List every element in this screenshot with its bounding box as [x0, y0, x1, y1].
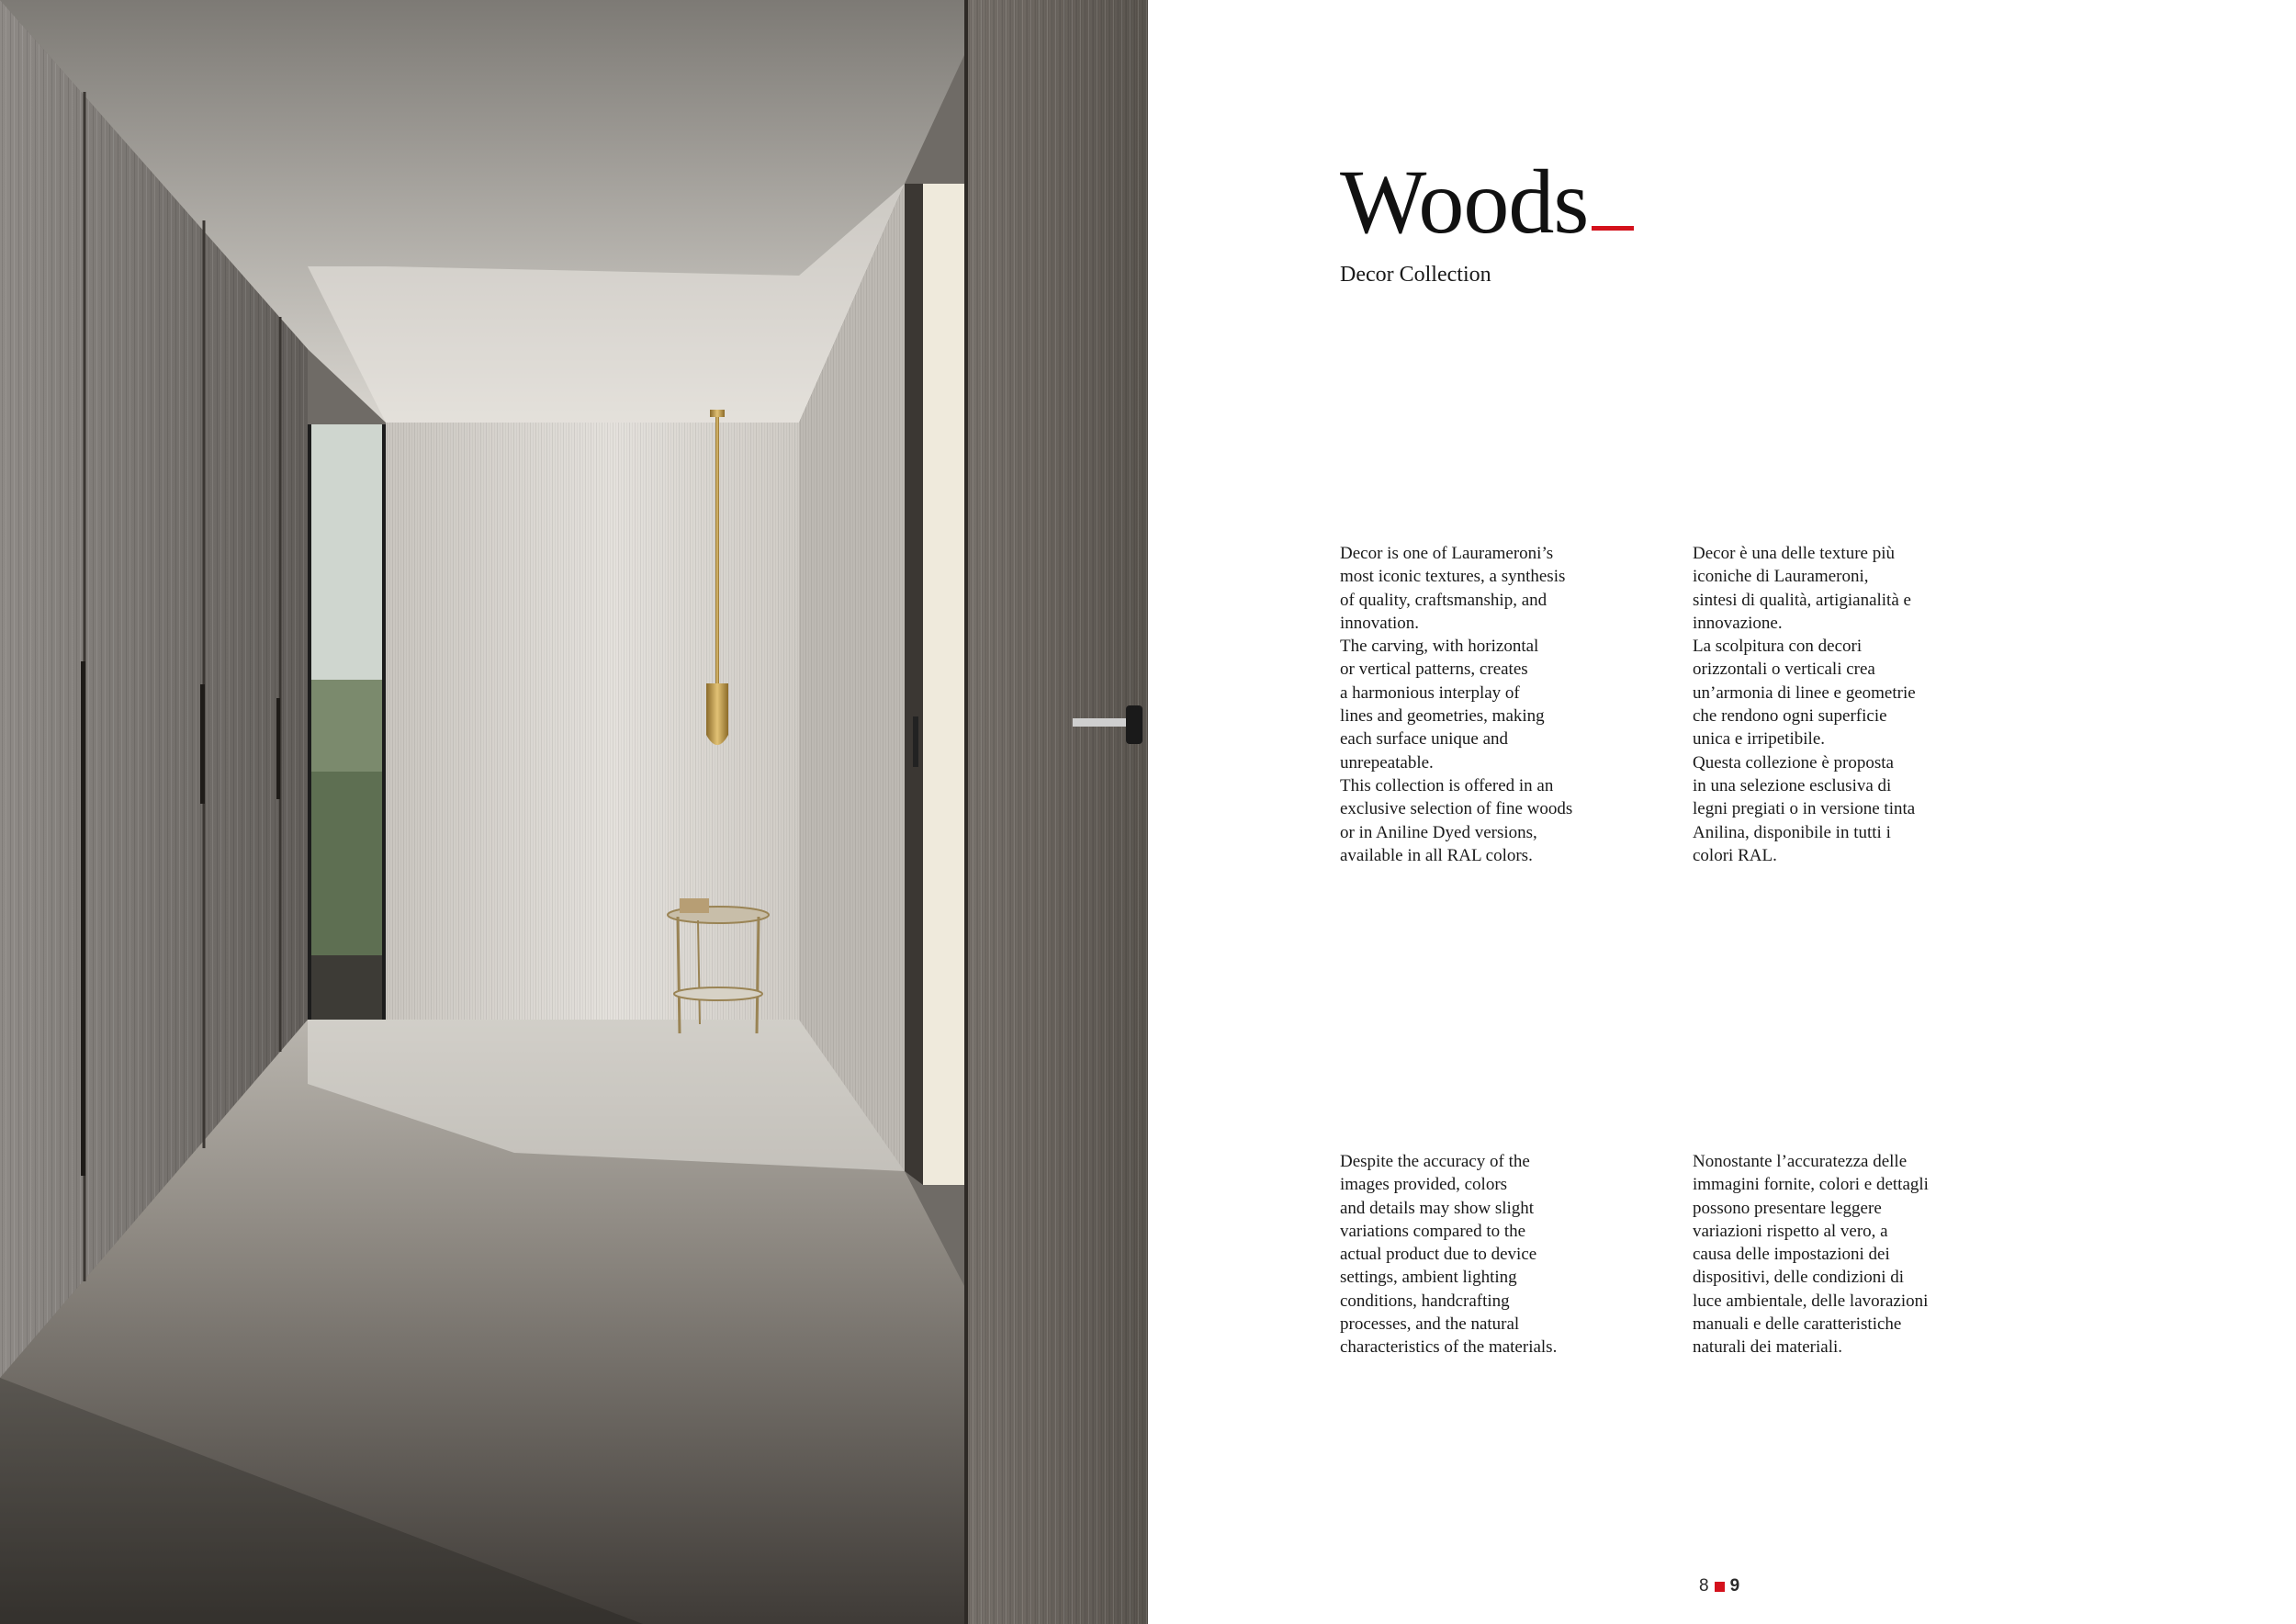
text-line: unica e irripetibile.	[1693, 729, 1826, 750]
text-line: most iconic textures, a synthesis	[1340, 567, 1566, 587]
text-line: a harmonious interplay of	[1340, 682, 1520, 703]
text-line: immagini fornite, colori e dettagli	[1693, 1175, 1929, 1195]
paragraph-it-main	[1693, 542, 1996, 867]
text-line: orizzontali o verticali crea	[1693, 660, 1875, 680]
text-line: La scolpitura con decori	[1693, 637, 1863, 657]
title-accent-underscore	[1592, 226, 1634, 231]
text-line: or in Aniline Dyed versions,	[1340, 822, 1537, 842]
text-line: variations compared to the	[1340, 1221, 1526, 1241]
text-page	[1148, 0, 2296, 1624]
text-line: possono presentare leggere	[1693, 1198, 1882, 1218]
text-line: innovazione.	[1693, 613, 1783, 633]
page-number-right: 9	[1729, 1576, 1740, 1596]
text-line: variazioni rispetto al vero, a	[1693, 1221, 1888, 1241]
text-line: conditions, handcrafting	[1340, 1291, 1510, 1311]
text-line: lines and geometries, making	[1340, 706, 1545, 727]
text-line: The carving, with horizontal	[1340, 637, 1539, 657]
text-line: each surface unique and	[1340, 729, 1509, 750]
text-line: images provided, colors	[1340, 1175, 1508, 1195]
text-line: unrepeatable.	[1340, 752, 1434, 773]
text-line: luce ambientale, delle lavorazioni	[1693, 1291, 1929, 1311]
text-line: or vertical patterns, creates	[1340, 660, 1528, 680]
text-line: Nonostante l’accuratezza delle	[1693, 1152, 1908, 1171]
text-line: legni pregiati o in versione tinta	[1693, 799, 1916, 819]
text-line: Decor is one of Laurameroni’s	[1340, 544, 1554, 563]
text-line: causa delle impostazioni dei	[1693, 1245, 1890, 1265]
paragraph-en-main	[1340, 542, 1643, 867]
paragraph-en-note	[1340, 1150, 1643, 1359]
text-line: settings, ambient lighting	[1340, 1268, 1517, 1288]
text-line: colori RAL.	[1693, 845, 1777, 865]
text-line: available in all RAL colors.	[1340, 845, 1533, 865]
text-line: iconiche di Laurameroni,	[1693, 567, 1869, 587]
text-line: Despite the accuracy of the	[1340, 1152, 1530, 1171]
page-title	[1340, 147, 1634, 257]
title-text: Woods	[1340, 151, 1589, 253]
text-line: Anilina, disponibile in tutti i	[1693, 822, 1891, 842]
text-line: processes, and the natural	[1340, 1314, 1520, 1335]
page-numbers	[1699, 1575, 1739, 1597]
text-line: This collection is offered in an	[1340, 775, 1554, 795]
text-line: characteristics of the materials.	[1340, 1337, 1558, 1358]
text-line: sintesi di qualità, artigianalità e	[1693, 590, 1911, 610]
text-line: exclusive selection of fine woods	[1340, 799, 1573, 819]
text-line: in una selezione esclusiva di	[1693, 775, 1892, 795]
paragraph-it-note	[1693, 1150, 1996, 1359]
text-line: and details may show slight	[1340, 1198, 1535, 1218]
page-subtitle: Decor Collection	[1340, 263, 1491, 287]
text-line: actual product due to device	[1340, 1245, 1537, 1265]
text-line: che rendono ogni superficie	[1693, 706, 1887, 727]
text-line: Decor è una delle texture più	[1693, 544, 1895, 563]
page-number-left: 8	[1699, 1576, 1709, 1596]
text-line: innovation.	[1340, 613, 1420, 633]
text-line: of quality, craftsmanship, and	[1340, 590, 1548, 610]
text-line: manuali e delle caratteristiche	[1693, 1314, 1902, 1335]
text-line: Questa collezione è proposta	[1693, 752, 1894, 773]
text-line: naturali dei materiali.	[1693, 1337, 1843, 1358]
text-line: dispositivi, delle condizioni di	[1693, 1268, 1905, 1288]
red-square-icon	[1715, 1582, 1725, 1592]
text-line: un’armonia di linee e geometrie	[1693, 682, 1916, 703]
